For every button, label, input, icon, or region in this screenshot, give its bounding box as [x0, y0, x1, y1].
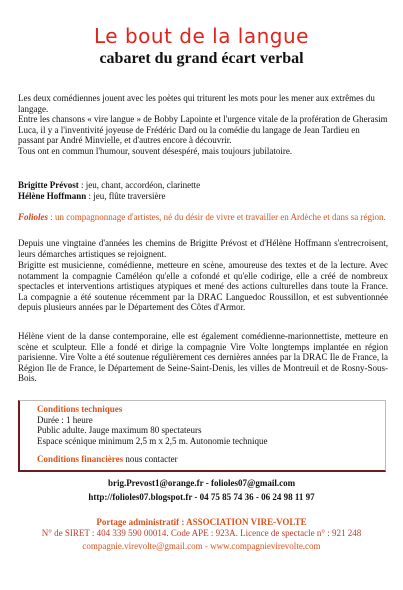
cast-list: [18, 180, 388, 201]
intro-line-3: Tous ont en commun l'humour, souvent désespéré, mais toujours jubilatoire.: [18, 145, 293, 156]
admin-web[interactable]: compagnie.virevolte@gmail.com - www.compagnievirevolte.com: [82, 541, 321, 551]
conditions-financial: [37, 454, 267, 465]
company-tagline-text: : un compagnonnage d'artistes, né du désir de vivre et travailler en Ardèche et dans sa région.: [48, 212, 386, 222]
intro-paragraph: [18, 93, 388, 156]
cast-item: [18, 191, 388, 202]
conditions-fin-title: Conditions financières: [37, 454, 124, 464]
cast-role: : jeu, flûte traversière: [86, 190, 166, 201]
cast-name: Brigitte Prévost: [18, 180, 79, 190]
cast-role: : jeu, chant, accordéon, clarinette: [78, 180, 201, 190]
conditions-item: Durée : 1 heure: [37, 414, 93, 425]
intro-line-1: Les deux comédiennes jouent avec les poètes qui triturent les mots pour les mener aux extrêmes du langage.: [18, 93, 375, 114]
conditions-box: [18, 400, 386, 472]
contact-block: [0, 478, 403, 503]
company-paragraph-3: Hélène vient de la danse contemporaine, elle est également comédienne-marionnettiste, metteure en scène et sculpteur. Elle a fondé et dirige la compagnie Vire Volte longtemps implantée en région parisienne. Vire Volte a été soutenue régulièrement ces dernières années par la DRAC Ile de France, la Région Ile de France, le Département de Seine-Saint-Denis, les villes de Montreuil et de Rosny-Sous-Bois.: [18, 331, 388, 383]
page-title: Le bout de la langue: [94, 24, 309, 48]
admin-block: [0, 517, 403, 552]
company-tagline: [18, 212, 388, 223]
company-paragraph-1: Depuis une vingtaine d'années les chemins de Brigitte Prévost et d'Hélène Hoffmann s'entrecroisent, leurs démarches artistiques se rejoignent.: [18, 238, 388, 259]
conditions-fin-text: nous contacter: [123, 454, 178, 464]
intro-line-2: Entre les chansons « vire langue » de Bobby Lapointe et l'urgence vitale de la profération de Gherasim Luca, il y a l'inventivité joyeuse de Frédéric Dard ou la comédie du langage de Jean Tardieu en passant par André Minvielle, et d'autres encore à découvrir.: [18, 114, 388, 145]
page-subtitle: cabaret du grand écart verbal: [99, 50, 304, 67]
admin-title: Portage administratif : ASSOCIATION VIRE-VOLTE: [96, 517, 307, 527]
conditions-tech-title: Conditions techniques: [37, 404, 123, 414]
cast-name: Hélène Hoffmann: [18, 190, 87, 201]
cast-item: [18, 180, 388, 191]
conditions-item: Public adulte. Jauge maximum 80 spectateurs: [37, 425, 202, 435]
contact-blog-phones[interactable]: http://folioles07.blogspot.fr - 04 75 85 74 36 - 06 24 98 11 97: [88, 492, 315, 502]
admin-siret: N° de SIRET : 404 339 590 00014. Code APE : 923A. Licence de spectacle n° : 921 248: [41, 528, 362, 538]
contact-emails[interactable]: brig.Prevost1@orange.fr - folioles07@gmail.com: [107, 478, 296, 488]
conditions-item: Espace scénique minimum 2,5 m x 2,5 m. Autonomie technique: [37, 435, 268, 446]
company-name: Folioles: [18, 212, 49, 222]
company-paragraph-2: Brigitte est musicienne, comédienne, metteure en scène, amoureuse des textes et de la lecture. Avec notamment la compagnie Caméléon qu'elle a cofondé et qu'elle codirige, elle a créé de nombreux spectacles et interventions artistiques atypiques et mené des actions culturelles dans toute la France. La compagnie a été soutenue récemment par la DRAC Languedoc Roussillon, et est subventionnée depuis plusieurs années par le Département des Côtes d'Armor.: [18, 260, 388, 312]
